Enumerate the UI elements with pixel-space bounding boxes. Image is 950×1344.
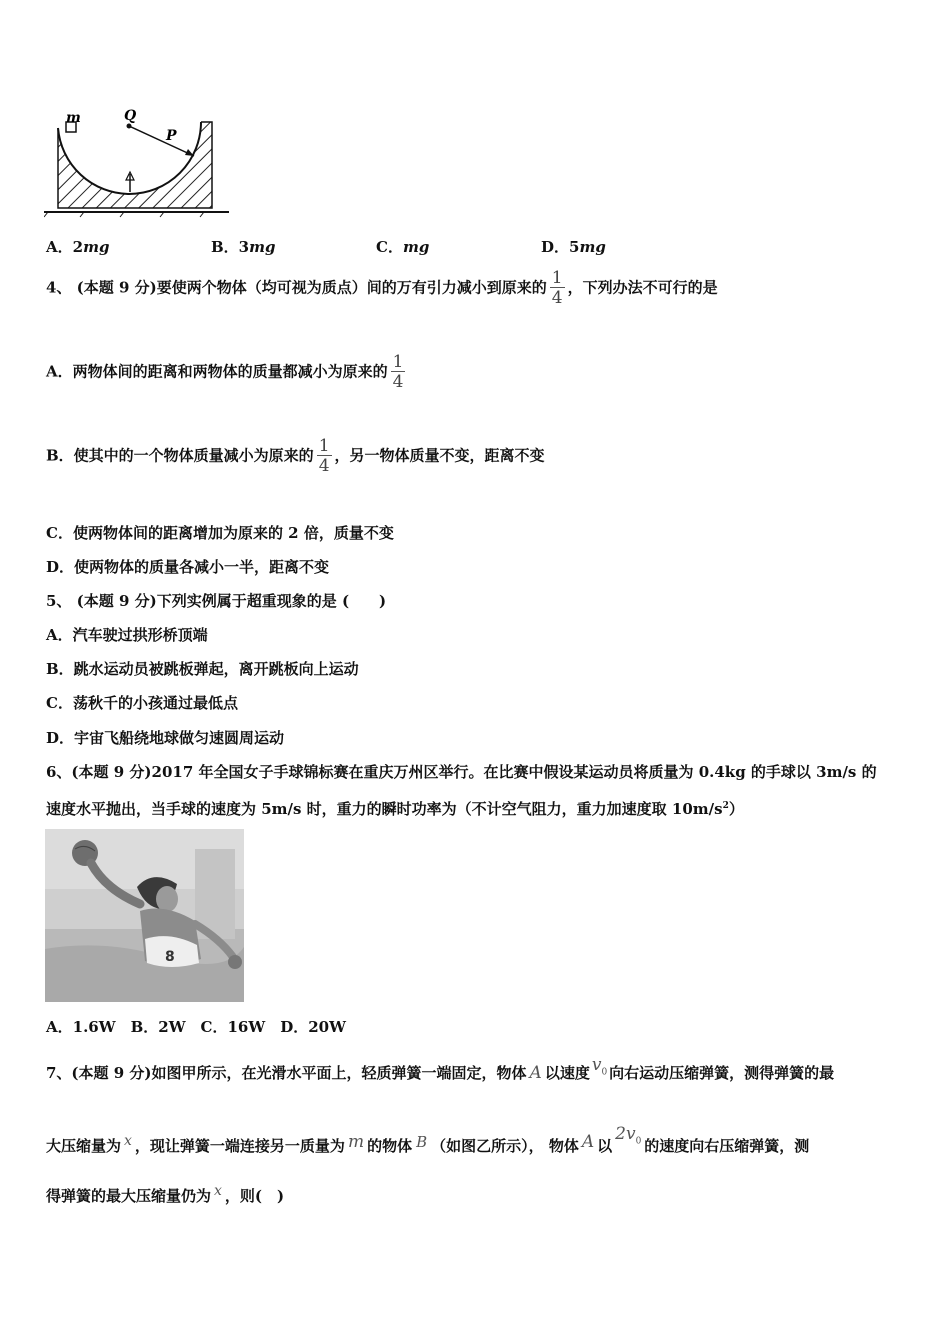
q3-option-d: D．5mg (541, 238, 606, 256)
jersey-number: 8 (165, 949, 175, 965)
q7-stem-line3: 得弹簧的最大压缩量仍为 x ，则( ) (46, 1183, 285, 1205)
label-q: Q (124, 108, 137, 124)
fraction-one-quarter: $\frac{1}{4}$ (392, 352, 404, 392)
q4-option-c: C．使两物体间的距离增加为原来的 2 倍，质量不变 (46, 524, 394, 542)
q3-option-a: A．2mg (46, 238, 110, 256)
q6-stem-line2: 速度水平抛出，当手球的速度为 5m/s 时，重力的瞬时功率为（不计空气阻力，重力加速度取 $10m/s^2$） (46, 800, 744, 818)
q4-option-b: B．使其中的一个物体质量减小为原来的 $\frac{1}{4}$ ，另一物体质量不变，距离不变 (46, 436, 545, 476)
q5-option-a: A．汽车驶过拱形桥顶端 (46, 626, 208, 644)
handball-player-photo (45, 829, 244, 1002)
fraction-one-quarter: $\frac{1}{4}$ (551, 268, 563, 308)
q5-stem: 5、 (本题 9 分)下列实例属于超重现象的是 ( ) (46, 592, 387, 610)
q5-option-b: B．跳水运动员被跳板弹起，离开跳板向上运动 (46, 660, 359, 678)
q6-stem-line1: 6、(本题 9 分)2017 年全国女子手球锦标赛在重庆万州区举行。在比赛中假设某运动员将质量为 0.4kg 的手球以 3m/s 的 (46, 763, 877, 781)
q4-option-a: A．两物体间的距离和两物体的质量都减小为原来的 $\frac{1}{4}$ (46, 352, 404, 392)
q5-option-c: C．荡秋千的小孩通过最低点 (46, 694, 238, 712)
q4-option-d: D．使两物体的质量各减小一半，距离不变 (46, 558, 330, 576)
label-m: m (66, 110, 81, 126)
label-p: P (166, 128, 177, 144)
q6-options: A．1.6W B．2W C．16W D．20W (46, 1018, 346, 1036)
radius-line (129, 126, 194, 156)
q5-option-d: D．宇宙飞船绕地球做匀速圆周运动 (46, 729, 285, 747)
fraction-one-quarter: $\frac{1}{4}$ (318, 436, 330, 476)
q7-stem-line2: 大压缩量为 x ，现让弹簧一端连接另一质量为 m 的物体 B （如图乙所示）， 物体 A 以$2v_0$ 的速度向右压缩弹簧，测 (46, 1124, 810, 1155)
bowl-figure (44, 104, 234, 218)
q4-stem: 4、 (本题 9 分)要使两个物体（均可视为质点）间的万有引力减小到原来的 $\frac{1}{4}$ ，下列办法不可行的是 (46, 268, 718, 308)
q3-option-c: C．mg (376, 238, 430, 256)
q3-option-b: B．3mg (211, 238, 276, 256)
q7-stem-line1: 7、(本题 9 分)如图甲所示，在光滑水平面上，轻质弹簧一端固定，物体 A 以速度 $v_0$ 向右运动压缩弹簧，测得弹簧的最 (46, 1055, 835, 1083)
